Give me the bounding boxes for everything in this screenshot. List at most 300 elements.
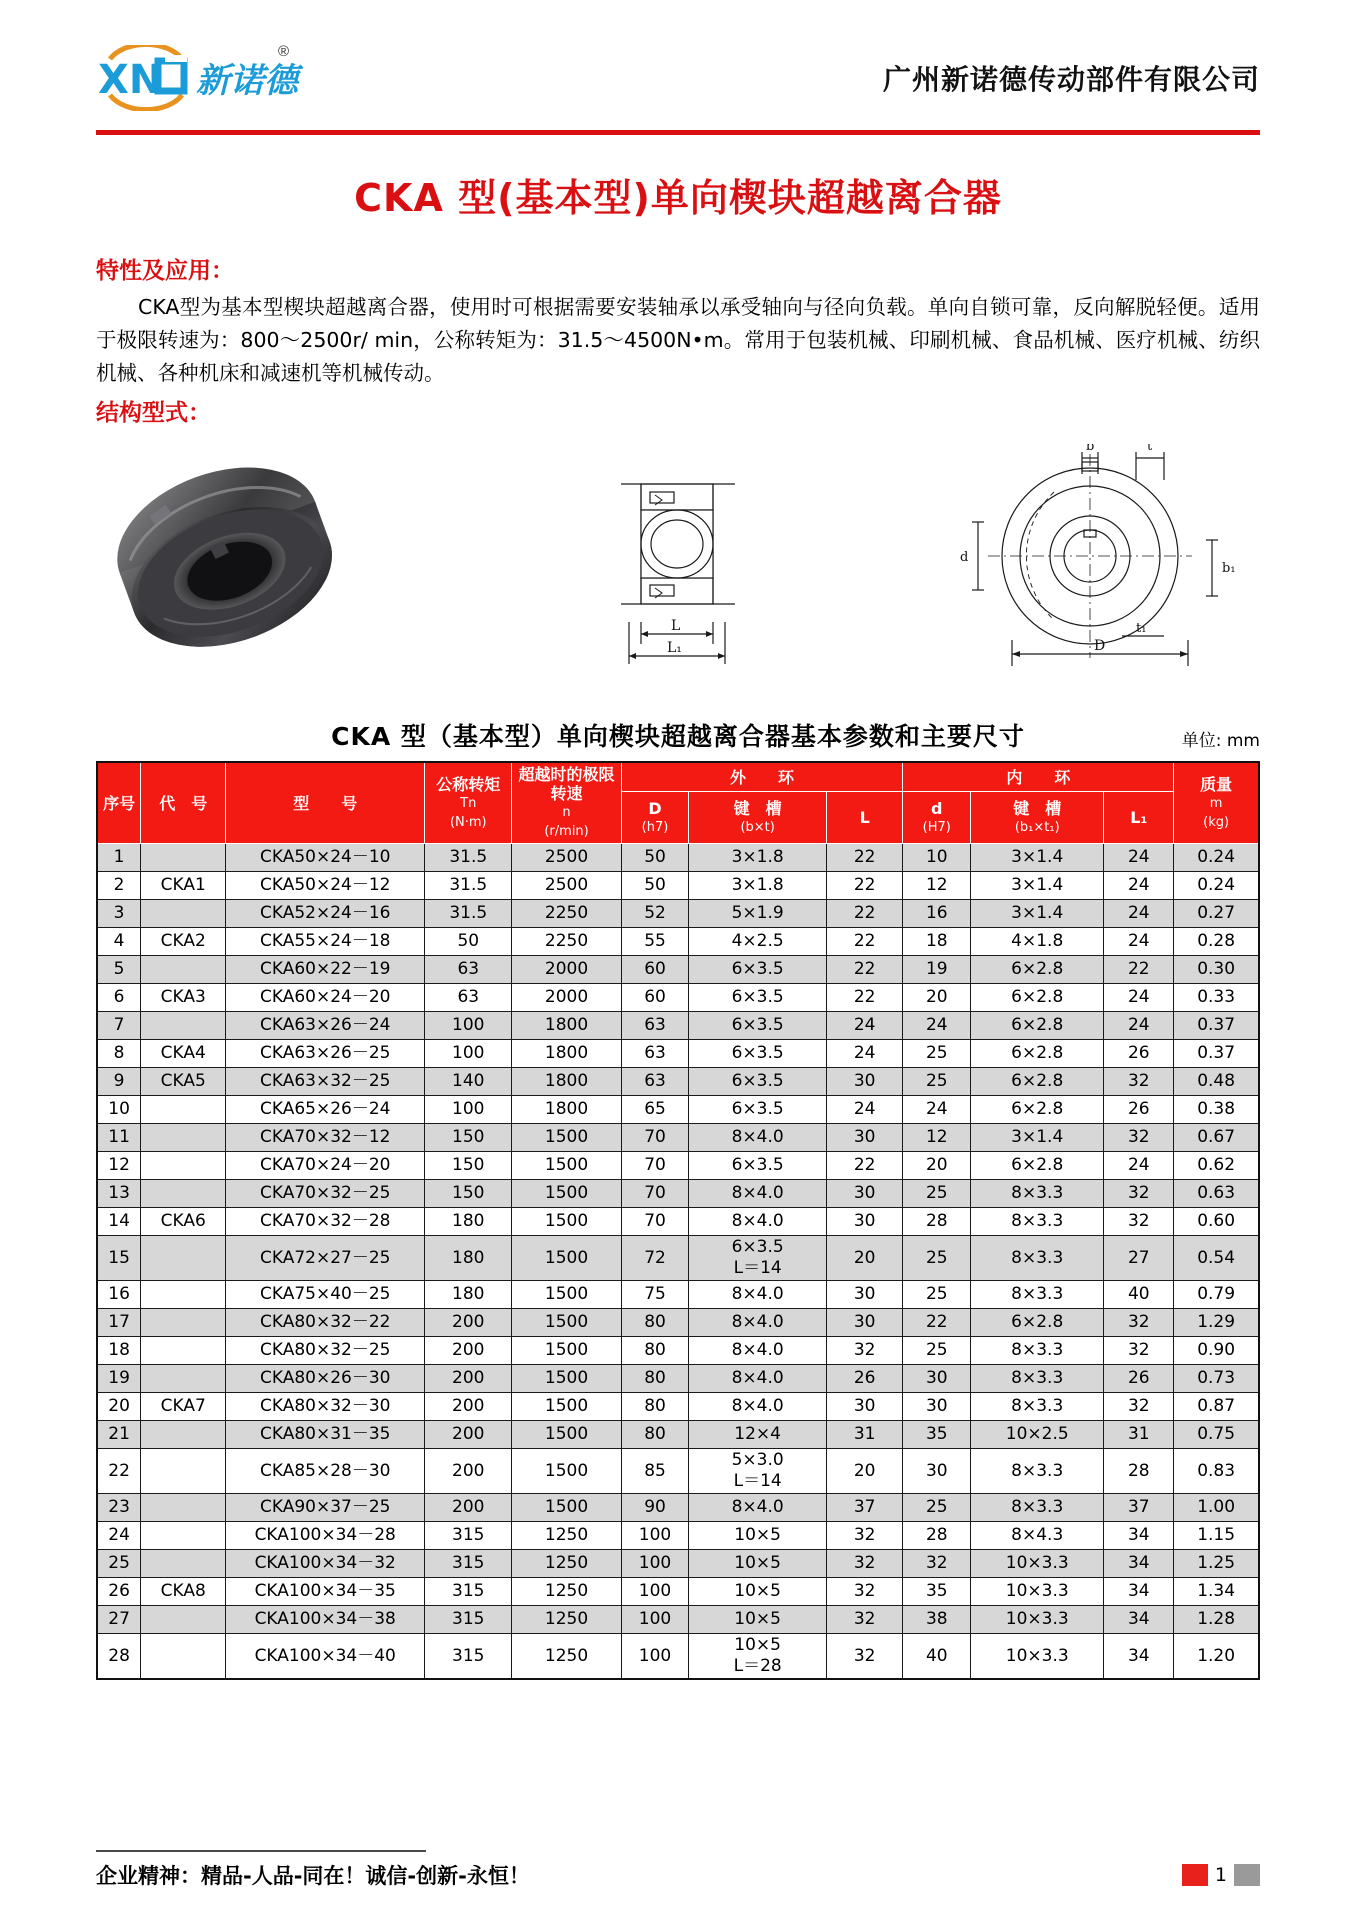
cell-inner-length: 24 (1104, 984, 1174, 1012)
cell-torque: 180 (425, 1236, 512, 1281)
cell-outer-keyway: 3×1.8 (689, 844, 827, 872)
cell-model: CKA70×32－12 (226, 1124, 425, 1152)
th-code: 代 号 (141, 762, 226, 844)
cell-outer-keyway: 5×1.9 (689, 900, 827, 928)
cell-speed: 2250 (512, 900, 621, 928)
table-row (97, 1012, 1259, 1040)
cell-code: CKA1 (141, 872, 226, 900)
cell-outer-keyway: 8×4.0 (689, 1494, 827, 1522)
cell-speed: 1800 (512, 1040, 621, 1068)
cell-torque: 180 (425, 1208, 512, 1236)
cell-speed: 1500 (512, 1494, 621, 1522)
cell-torque: 100 (425, 1096, 512, 1124)
cell-speed: 1500 (512, 1180, 621, 1208)
cell-code (141, 1096, 226, 1124)
cell-inner-keyway: 8×3.3 (971, 1337, 1104, 1365)
cell-inner-diameter: 19 (903, 956, 971, 984)
cell-inner-diameter: 12 (903, 872, 971, 900)
cell-torque: 200 (425, 1365, 512, 1393)
cell-torque: 200 (425, 1494, 512, 1522)
header-divider (96, 130, 1260, 135)
cell-inner-length: 40 (1104, 1281, 1174, 1309)
cell-seq: 21 (97, 1421, 141, 1449)
cell-model: CKA100×34－35 (226, 1578, 425, 1606)
cell-seq: 18 (97, 1337, 141, 1365)
cell-inner-length: 24 (1104, 1012, 1174, 1040)
cell-model: CKA80×32－30 (226, 1393, 425, 1421)
cell-speed: 1250 (512, 1522, 621, 1550)
cell-model: CKA55×24－18 (226, 928, 425, 956)
cell-inner-keyway: 8×4.3 (971, 1522, 1104, 1550)
cell-torque: 200 (425, 1421, 512, 1449)
cell-inner-keyway: 8×3.3 (971, 1393, 1104, 1421)
cell-speed: 2500 (512, 844, 621, 872)
cell-code (141, 1309, 226, 1337)
cell-model: CKA100×34－32 (226, 1550, 425, 1578)
cell-code (141, 1606, 226, 1634)
cell-outer-keyway: 10×5 (689, 1522, 827, 1550)
table-row (97, 1040, 1259, 1068)
cell-model: CKA63×26－24 (226, 1012, 425, 1040)
cell-model: CKA90×37－25 (226, 1494, 425, 1522)
cell-outer-keyway: 12×4 (689, 1421, 827, 1449)
cell-mass: 0.75 (1174, 1421, 1259, 1449)
cell-outer-diameter: 72 (621, 1236, 689, 1281)
table-row (97, 900, 1259, 928)
cell-code (141, 1281, 226, 1309)
cell-inner-diameter: 25 (903, 1337, 971, 1365)
specification-table (96, 761, 1260, 1680)
table-row (97, 1208, 1259, 1236)
cell-seq: 1 (97, 844, 141, 872)
cell-inner-diameter: 10 (903, 844, 971, 872)
figure-strip (96, 435, 1260, 703)
cell-outer-length: 20 (826, 1236, 902, 1281)
cell-inner-diameter: 28 (903, 1522, 971, 1550)
cell-model: CKA50×24－10 (226, 844, 425, 872)
cell-torque: 315 (425, 1606, 512, 1634)
cell-outer-diameter: 80 (621, 1393, 689, 1421)
cell-inner-diameter: 24 (903, 1012, 971, 1040)
cell-mass: 0.24 (1174, 872, 1259, 900)
cell-speed: 1500 (512, 1208, 621, 1236)
cell-speed: 2250 (512, 928, 621, 956)
cell-inner-keyway: 3×1.4 (971, 844, 1104, 872)
label-L: L (671, 618, 681, 634)
cell-torque: 63 (425, 984, 512, 1012)
company-name: 广州新诺德传动部件有限公司 (882, 63, 1260, 96)
cell-inner-keyway: 6×2.8 (971, 1152, 1104, 1180)
cell-torque: 140 (425, 1068, 512, 1096)
structure-heading: 结构型式： (96, 400, 211, 426)
table-row (97, 1393, 1259, 1421)
cell-model: CKA63×32－25 (226, 1068, 425, 1096)
cell-code (141, 1124, 226, 1152)
cell-outer-length: 30 (826, 1309, 902, 1337)
cell-outer-length: 30 (826, 1393, 902, 1421)
cell-outer-length: 30 (826, 1180, 902, 1208)
footer-row (96, 1860, 1260, 1890)
table-row (97, 1494, 1259, 1522)
label-L1: L₁ (667, 640, 682, 656)
cell-mass: 0.54 (1174, 1236, 1259, 1281)
cell-outer-diameter: 100 (621, 1522, 689, 1550)
cell-speed: 1500 (512, 1309, 621, 1337)
cell-inner-diameter: 25 (903, 1281, 971, 1309)
cell-outer-diameter: 75 (621, 1281, 689, 1309)
cell-inner-keyway: 6×2.8 (971, 1012, 1104, 1040)
cell-seq: 3 (97, 900, 141, 928)
page-number: 1 (1214, 1864, 1227, 1886)
cell-seq: 12 (97, 1152, 141, 1180)
cell-outer-length: 30 (826, 1281, 902, 1309)
cell-inner-length: 32 (1104, 1068, 1174, 1096)
cell-inner-diameter: 40 (903, 1634, 971, 1680)
cell-code (141, 1449, 226, 1494)
cell-outer-diameter: 63 (621, 1012, 689, 1040)
cell-outer-length: 26 (826, 1365, 902, 1393)
cell-speed: 1500 (512, 1281, 621, 1309)
cell-speed: 1500 (512, 1421, 621, 1449)
cell-model: CKA80×31－35 (226, 1421, 425, 1449)
cell-outer-diameter: 52 (621, 900, 689, 928)
cell-outer-diameter: 80 (621, 1421, 689, 1449)
cell-inner-keyway: 6×2.8 (971, 1040, 1104, 1068)
th-L1: L₁ (1104, 792, 1174, 844)
cell-inner-diameter: 20 (903, 984, 971, 1012)
cell-code (141, 1236, 226, 1281)
cell-outer-diameter: 63 (621, 1040, 689, 1068)
cell-seq: 27 (97, 1606, 141, 1634)
cell-speed: 1800 (512, 1068, 621, 1096)
cell-outer-diameter: 80 (621, 1365, 689, 1393)
cell-outer-keyway: 8×4.0 (689, 1393, 827, 1421)
cell-seq: 28 (97, 1634, 141, 1680)
cell-inner-diameter: 25 (903, 1494, 971, 1522)
cell-code (141, 1337, 226, 1365)
cell-model: CKA70×24－20 (226, 1152, 425, 1180)
cell-outer-keyway: 10×5 (689, 1578, 827, 1606)
table-row (97, 1337, 1259, 1365)
cell-model: CKA100×34－40 (226, 1634, 425, 1680)
cell-inner-diameter: 18 (903, 928, 971, 956)
cell-speed: 1500 (512, 1337, 621, 1365)
cell-inner-length: 32 (1104, 1208, 1174, 1236)
table-row (97, 984, 1259, 1012)
features-body: CKA型为基本型楔块超越离合器，使用时可根据需要安装轴承以承受轴向与径向负载。单向自锁可靠，反向解脱轻便。适用于极限转速为：800～2500r/ min，公称转矩为：31.5～4500N•m。常用于包装机械、印刷机械、食品机械、医疗机械、纺织机械、各种机床和减速机等机械传动。 (96, 295, 1260, 385)
cell-outer-keyway: 4×2.5 (689, 928, 827, 956)
cell-mass: 1.15 (1174, 1522, 1259, 1550)
cell-seq: 15 (97, 1236, 141, 1281)
cell-outer-keyway: 8×4.0 (689, 1365, 827, 1393)
cell-seq: 17 (97, 1309, 141, 1337)
footer-divider (96, 1850, 426, 1852)
label-b1: b₁ (1222, 561, 1236, 576)
cell-inner-length: 34 (1104, 1522, 1174, 1550)
cell-speed: 1250 (512, 1606, 621, 1634)
cell-code: CKA7 (141, 1393, 226, 1421)
cell-mass: 1.34 (1174, 1578, 1259, 1606)
cell-seq: 19 (97, 1365, 141, 1393)
table-row (97, 1236, 1259, 1281)
company-logo (96, 45, 314, 111)
th-speed: 超越时的极限转速 n (r/min) (512, 762, 621, 844)
cell-outer-diameter: 90 (621, 1494, 689, 1522)
cell-outer-length: 22 (826, 844, 902, 872)
cell-mass: 0.48 (1174, 1068, 1259, 1096)
cell-outer-diameter: 80 (621, 1337, 689, 1365)
cell-speed: 2000 (512, 984, 621, 1012)
cell-mass: 1.29 (1174, 1309, 1259, 1337)
th-mass: 质量 m (kg) (1174, 762, 1259, 844)
label-d: d (960, 550, 969, 565)
cell-inner-length: 31 (1104, 1421, 1174, 1449)
cell-code: CKA8 (141, 1578, 226, 1606)
cell-code: CKA4 (141, 1040, 226, 1068)
th-inner-ring-group: 内 环 (903, 762, 1174, 792)
cell-outer-diameter: 100 (621, 1634, 689, 1680)
cell-seq: 7 (97, 1012, 141, 1040)
cell-seq: 5 (97, 956, 141, 984)
cell-mass: 0.24 (1174, 844, 1259, 872)
page-footer (96, 1850, 1260, 1890)
cell-torque: 315 (425, 1634, 512, 1680)
table-row (97, 1634, 1259, 1680)
cell-inner-keyway: 6×2.8 (971, 1068, 1104, 1096)
cell-model: CKA80×26－30 (226, 1365, 425, 1393)
end-view-icon (950, 444, 1250, 694)
cell-inner-length: 32 (1104, 1309, 1174, 1337)
table-header-row-1 (97, 762, 1259, 792)
cell-seq: 11 (97, 1124, 141, 1152)
cell-outer-keyway: 10×5 L＝28 (689, 1634, 827, 1680)
cell-outer-diameter: 100 (621, 1550, 689, 1578)
cell-inner-length: 24 (1104, 928, 1174, 956)
cell-inner-length: 22 (1104, 956, 1174, 984)
cell-outer-length: 32 (826, 1550, 902, 1578)
cell-torque: 100 (425, 1012, 512, 1040)
cell-inner-diameter: 20 (903, 1152, 971, 1180)
section-view-icon (603, 444, 783, 694)
cell-inner-keyway: 10×3.3 (971, 1634, 1104, 1680)
table-row (97, 844, 1259, 872)
cell-speed: 1800 (512, 1012, 621, 1040)
cell-speed: 1250 (512, 1578, 621, 1606)
clutch-photo (106, 444, 436, 694)
cell-seq: 9 (97, 1068, 141, 1096)
cell-inner-keyway: 6×2.8 (971, 984, 1104, 1012)
cell-outer-diameter: 63 (621, 1068, 689, 1096)
cell-inner-length: 34 (1104, 1550, 1174, 1578)
cell-inner-diameter: 35 (903, 1578, 971, 1606)
cell-model: CKA70×32－25 (226, 1180, 425, 1208)
cell-speed: 1500 (512, 1152, 621, 1180)
cell-inner-diameter: 28 (903, 1208, 971, 1236)
cell-torque: 150 (425, 1152, 512, 1180)
section-drawing (603, 444, 783, 694)
cell-inner-keyway: 4×1.8 (971, 928, 1104, 956)
cell-speed: 2500 (512, 872, 621, 900)
cell-outer-keyway: 8×4.0 (689, 1180, 827, 1208)
cell-outer-diameter: 100 (621, 1606, 689, 1634)
cell-inner-diameter: 30 (903, 1393, 971, 1421)
cell-inner-diameter: 16 (903, 900, 971, 928)
cell-outer-length: 22 (826, 928, 902, 956)
cell-inner-length: 32 (1104, 1393, 1174, 1421)
cell-mass: 0.67 (1174, 1124, 1259, 1152)
cell-speed: 1500 (512, 1124, 621, 1152)
cell-inner-diameter: 30 (903, 1449, 971, 1494)
cell-outer-keyway: 3×1.8 (689, 872, 827, 900)
page-title: CKA 型(基本型)单向楔块超越离合器 (354, 176, 1002, 220)
cell-outer-length: 32 (826, 1522, 902, 1550)
cell-seq: 26 (97, 1578, 141, 1606)
cell-seq: 23 (97, 1494, 141, 1522)
cell-outer-keyway: 5×3.0 L＝14 (689, 1449, 827, 1494)
cell-model: CKA60×22－19 (226, 956, 425, 984)
cell-code (141, 900, 226, 928)
cell-inner-keyway: 6×2.8 (971, 1309, 1104, 1337)
cell-mass: 1.20 (1174, 1634, 1259, 1680)
th-inner-keyway: 键 槽 (b₁×t₁) (971, 792, 1104, 844)
cell-seq: 24 (97, 1522, 141, 1550)
cell-outer-keyway: 8×4.0 (689, 1281, 827, 1309)
cell-outer-keyway: 6×3.5 (689, 956, 827, 984)
cell-inner-keyway: 10×3.3 (971, 1606, 1104, 1634)
cell-mass: 0.83 (1174, 1449, 1259, 1494)
table-row (97, 1124, 1259, 1152)
cell-code (141, 1634, 226, 1680)
cell-inner-keyway: 8×3.3 (971, 1494, 1104, 1522)
cell-outer-length: 30 (826, 1068, 902, 1096)
cell-outer-length: 37 (826, 1494, 902, 1522)
cell-outer-keyway: 8×4.0 (689, 1337, 827, 1365)
page-marker-left-icon (1182, 1864, 1208, 1886)
cell-outer-keyway: 6×3.5 (689, 1068, 827, 1096)
cell-inner-length: 24 (1104, 1152, 1174, 1180)
cell-inner-diameter: 24 (903, 1096, 971, 1124)
cell-mass: 0.62 (1174, 1152, 1259, 1180)
label-b: b (1086, 444, 1095, 454)
cell-outer-diameter: 70 (621, 1180, 689, 1208)
table-row (97, 872, 1259, 900)
table-row (97, 1180, 1259, 1208)
cell-outer-length: 24 (826, 1012, 902, 1040)
cell-outer-diameter: 60 (621, 956, 689, 984)
cell-seq: 10 (97, 1096, 141, 1124)
cell-code (141, 1365, 226, 1393)
table-row (97, 1152, 1259, 1180)
cell-outer-length: 30 (826, 1208, 902, 1236)
page-indicator (1182, 1864, 1260, 1886)
cell-outer-diameter: 70 (621, 1208, 689, 1236)
cell-seq: 4 (97, 928, 141, 956)
cell-outer-keyway: 8×4.0 (689, 1309, 827, 1337)
cell-outer-diameter: 60 (621, 984, 689, 1012)
table-body (97, 844, 1259, 1680)
cell-torque: 31.5 (425, 872, 512, 900)
cell-code (141, 1152, 226, 1180)
cell-torque: 200 (425, 1309, 512, 1337)
cell-speed: 1500 (512, 1449, 621, 1494)
table-row (97, 1281, 1259, 1309)
cell-outer-length: 22 (826, 956, 902, 984)
cell-inner-length: 26 (1104, 1040, 1174, 1068)
cell-outer-length: 24 (826, 1040, 902, 1068)
cell-inner-keyway: 3×1.4 (971, 900, 1104, 928)
cell-outer-length: 20 (826, 1449, 902, 1494)
cell-outer-keyway: 6×3.5 (689, 1012, 827, 1040)
cell-outer-length: 32 (826, 1606, 902, 1634)
cell-inner-length: 32 (1104, 1124, 1174, 1152)
cell-inner-diameter: 32 (903, 1550, 971, 1578)
cell-outer-diameter: 100 (621, 1578, 689, 1606)
table-row (97, 928, 1259, 956)
cell-speed: 1250 (512, 1634, 621, 1680)
cell-mass: 0.37 (1174, 1040, 1259, 1068)
cell-mass: 0.37 (1174, 1012, 1259, 1040)
cell-inner-diameter: 25 (903, 1180, 971, 1208)
table-row (97, 1606, 1259, 1634)
cell-inner-length: 26 (1104, 1096, 1174, 1124)
cell-model: CKA75×40－25 (226, 1281, 425, 1309)
cell-mass: 0.33 (1174, 984, 1259, 1012)
label-t1: t₁ (1136, 621, 1147, 636)
cell-seq: 8 (97, 1040, 141, 1068)
cell-inner-diameter: 30 (903, 1365, 971, 1393)
cell-outer-keyway: 10×5 (689, 1606, 827, 1634)
cell-outer-length: 30 (826, 1124, 902, 1152)
cell-speed: 1500 (512, 1365, 621, 1393)
cell-inner-length: 27 (1104, 1236, 1174, 1281)
cell-code (141, 1522, 226, 1550)
cell-outer-keyway: 8×4.0 (689, 1208, 827, 1236)
cell-speed: 1500 (512, 1236, 621, 1281)
cell-outer-diameter: 65 (621, 1096, 689, 1124)
cell-inner-diameter: 25 (903, 1236, 971, 1281)
cell-inner-keyway: 3×1.4 (971, 872, 1104, 900)
cell-mass: 1.00 (1174, 1494, 1259, 1522)
cell-inner-length: 24 (1104, 900, 1174, 928)
cell-inner-diameter: 22 (903, 1309, 971, 1337)
cell-outer-length: 32 (826, 1634, 902, 1680)
cell-model: CKA65×26－24 (226, 1096, 425, 1124)
cell-inner-keyway: 8×3.3 (971, 1208, 1104, 1236)
table-row (97, 1421, 1259, 1449)
cell-model: CKA63×26－25 (226, 1040, 425, 1068)
cell-outer-keyway: 6×3.5 (689, 1040, 827, 1068)
cell-code: CKA2 (141, 928, 226, 956)
table-head (97, 762, 1259, 844)
svg-text:XN: XN (98, 57, 163, 103)
cell-model: CKA100×34－38 (226, 1606, 425, 1634)
cell-inner-length: 37 (1104, 1494, 1174, 1522)
cell-code (141, 1550, 226, 1578)
cell-inner-keyway: 8×3.3 (971, 1236, 1104, 1281)
cell-mass: 0.79 (1174, 1281, 1259, 1309)
cell-torque: 315 (425, 1550, 512, 1578)
cell-torque: 200 (425, 1337, 512, 1365)
cell-inner-diameter: 25 (903, 1068, 971, 1096)
th-torque: 公称转矩 Tn (N·m) (425, 762, 512, 844)
cell-inner-length: 34 (1104, 1578, 1174, 1606)
cell-outer-keyway: 6×3.5 L＝14 (689, 1236, 827, 1281)
cell-mass: 0.38 (1174, 1096, 1259, 1124)
cell-mass: 0.30 (1174, 956, 1259, 984)
cell-inner-keyway: 10×3.3 (971, 1578, 1104, 1606)
cell-inner-keyway: 8×3.3 (971, 1281, 1104, 1309)
cell-torque: 31.5 (425, 900, 512, 928)
